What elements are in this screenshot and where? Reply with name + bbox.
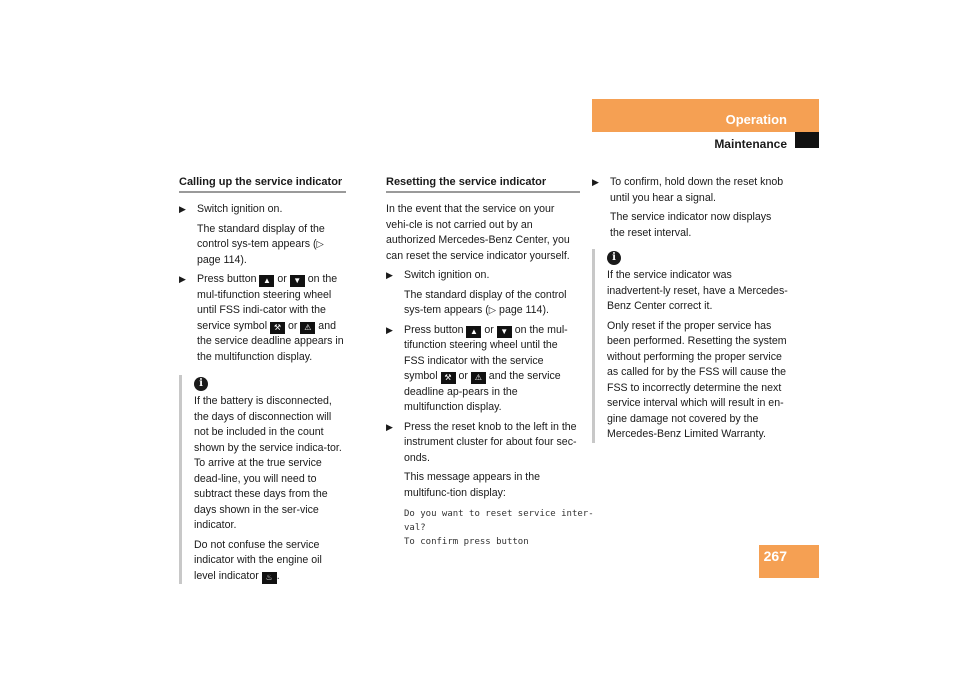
bullet-arrow-icon: ▶ — [386, 421, 393, 432]
info-note-reset — [592, 249, 788, 443]
note-text: If the service indicator was inadvertent-ly reset, have a Mercedes-Benz Center correct it. — [607, 269, 788, 312]
display-message — [386, 507, 594, 549]
heading-rule — [386, 191, 580, 193]
heading-calling-up: Calling up the service indicator — [179, 176, 343, 188]
page-number: 267 — [763, 548, 787, 564]
bullet-arrow-icon: ▶ — [592, 177, 599, 187]
bullet-arrow-icon: ▶ — [386, 324, 393, 335]
step-reset-knob: ▶ Press the reset knob to the left in the instrument cluster for about four sec-onds. — [386, 420, 577, 464]
step-detail: The standard display of the control sys-tem appears (▷ page 114). — [197, 222, 325, 266]
down-button-icon: ▼ — [497, 326, 512, 338]
down-button-icon: ▼ — [290, 275, 305, 287]
column-resetting — [386, 175, 594, 549]
step-detail: The standard display of the control sys-tem appears (▷ page 114). — [404, 288, 567, 316]
oil-level-icon: ♨ — [262, 572, 277, 584]
step-press-button: ▶ Press button ▲ or ▼ on the mul-tifunction steering wheel until FSS indi-cator with the service symbol ⚒ or ⚠ and the service deadline appears in the multifunction display. — [179, 273, 344, 363]
wrench-alert-icon: ⚠ — [471, 372, 486, 384]
wrench-icon: ⚒ — [270, 322, 285, 334]
up-button-icon: ▲ — [259, 275, 274, 287]
bullet-arrow-icon: ▶ — [386, 270, 393, 280]
step-confirm: ▶ To confirm, hold down the reset knob until you hear a signal. — [592, 176, 784, 204]
wrench-alert-icon: ⚠ — [300, 322, 315, 334]
display-line: To confirm press button — [404, 537, 529, 547]
info-icon: i — [607, 251, 621, 265]
step-detail: The service indicator now displays the reset interval. — [610, 211, 772, 239]
heading-rule — [179, 191, 346, 193]
info-note-battery — [179, 375, 346, 584]
step-press-button: ▶ Press button ▲ or ▼ on the mul-tifunction steering wheel until the FSS indicator with the service symbol ⚒ or ⚠ and the service deadline ap-pears in the multifunction display. — [386, 323, 568, 413]
bullet-arrow-icon: ▶ — [179, 274, 186, 284]
note-text: If the battery is disconnected, the days of disconnection will not be included in the count shown by the service indica-tor. To arrive at the true service dead-line, you will need to subtract these days from the days shown in the ser-vice indicator. — [194, 395, 342, 531]
note-text: Do not confuse the service indicator with the engine oil level indicator ♨ . — [194, 538, 322, 582]
page-ref: page 114 — [197, 253, 241, 266]
note-text: Only reset if the proper service has been performed. Resetting the system without performing the proper service as called for by the FSS will cause the FSS to incorrectly determine the next service interval which will result in en-gine damage not covered by the Mercedes-Benz Limited Warranty. — [607, 319, 787, 440]
intro-text: In the event that the service on your vehi-cle is not carried out by an authorized Mercedes-Benz Center, you can reset the service indicator yourself. — [386, 203, 570, 262]
page-ref-arrow-icon: ▷ — [488, 305, 497, 316]
column-confirm — [592, 175, 788, 447]
heading-resetting: Resetting the service indicator — [386, 176, 547, 188]
section-title: Operation — [725, 112, 787, 127]
section-subtitle: Maintenance — [714, 137, 787, 151]
bullet-arrow-icon: ▶ — [179, 204, 186, 214]
display-line: Do you want to reset service inter- — [404, 509, 594, 519]
display-line: val? — [404, 523, 426, 533]
header-marker — [795, 132, 819, 148]
step-detail: This message appears in the multifunc-tion display: — [404, 471, 541, 499]
column-calling-up — [179, 175, 346, 588]
page-ref-arrow-icon: ▷ — [316, 239, 324, 250]
step-switch-ignition: ▶ Switch ignition on. — [386, 268, 580, 284]
info-icon: i — [194, 377, 208, 391]
page-ref: page 114 — [499, 304, 543, 316]
wrench-icon: ⚒ — [441, 372, 456, 384]
step-switch-ignition: ▶ Switch ignition on. — [179, 202, 346, 218]
up-button-icon: ▲ — [466, 326, 481, 338]
